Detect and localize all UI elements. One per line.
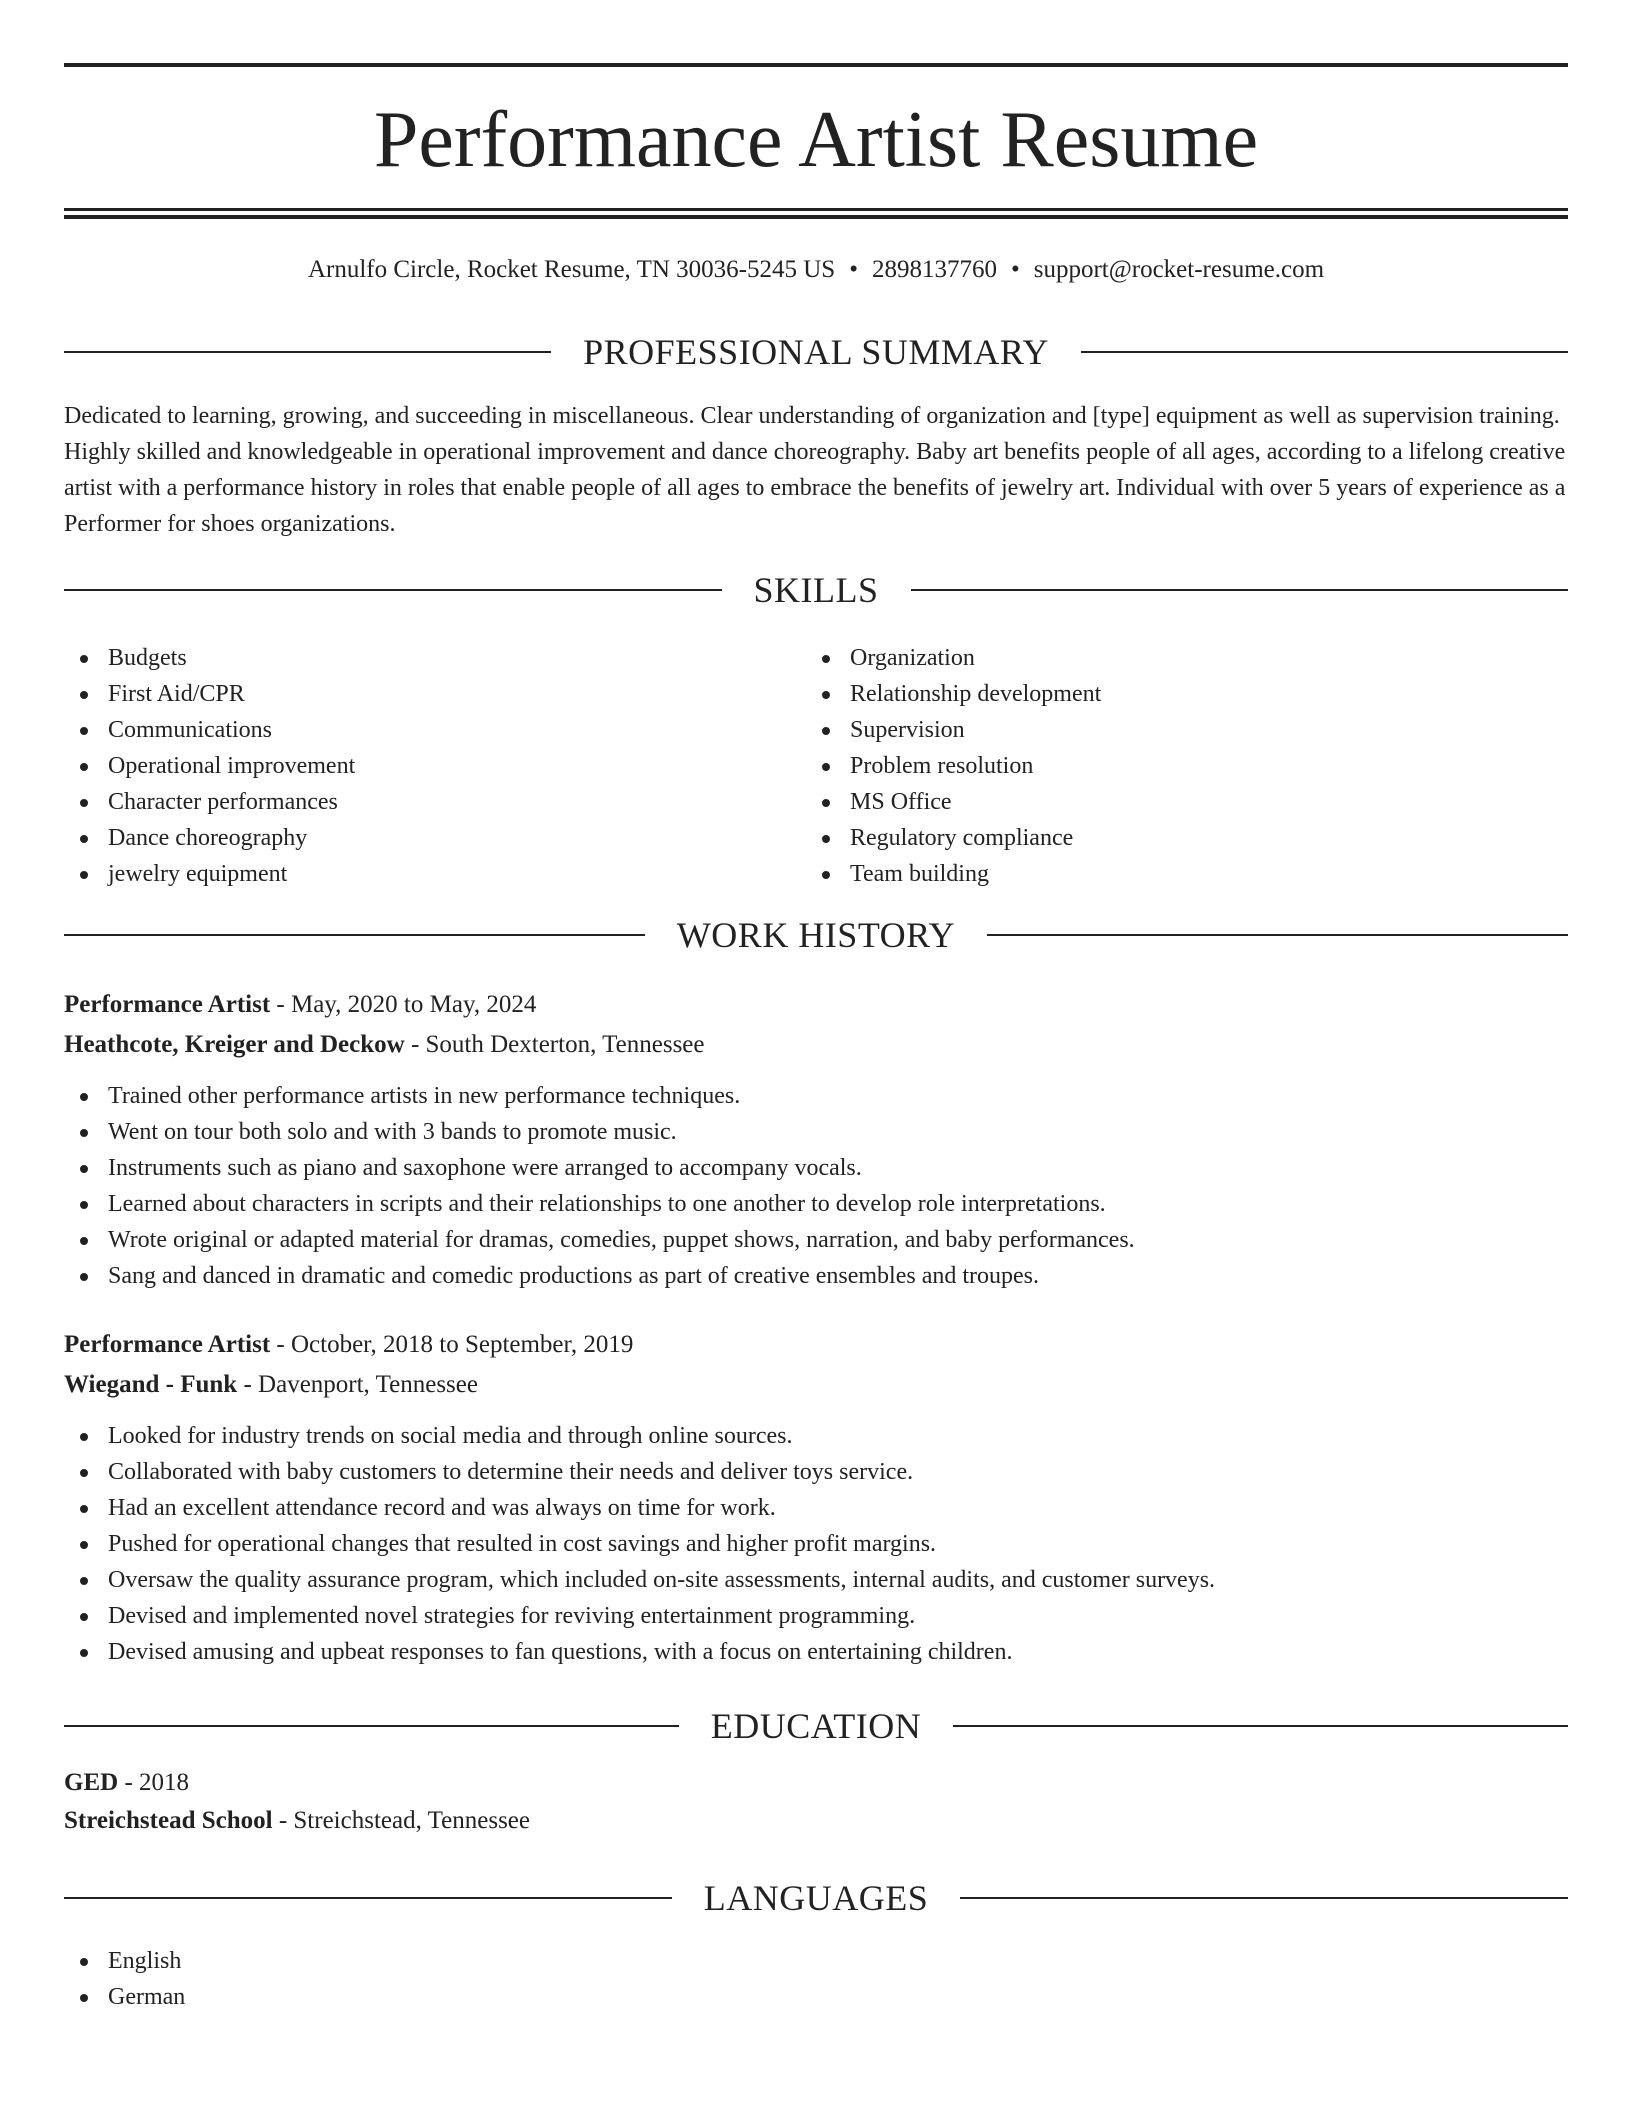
contact-email: support@rocket-resume.com bbox=[1033, 256, 1325, 283]
job-company-line bbox=[64, 1365, 478, 1405]
job-duty-item: Collaborated with baby customers to determine their needs and deliver toys service. bbox=[64, 1454, 1215, 1490]
job-duty-item: Went on tour both solo and with 3 bands to promote music. bbox=[64, 1114, 1135, 1150]
skill-item: Operational improvement bbox=[64, 748, 355, 784]
education-degree-line bbox=[64, 1763, 189, 1803]
job-duty-item: Pushed for operational changes that resulted in cost savings and higher profit margins. bbox=[64, 1526, 1215, 1562]
section-header-education bbox=[64, 1702, 1568, 1750]
job-duty-item: Looked for industry trends on social media and through online sources. bbox=[64, 1418, 1215, 1454]
divider-line bbox=[64, 1897, 672, 1899]
job-title: Performance Artist bbox=[64, 991, 271, 1018]
divider-line bbox=[987, 934, 1568, 936]
education-location: - Streichstead, Tennessee bbox=[272, 1807, 530, 1834]
job-dates: - October, 2018 to September, 2019 bbox=[270, 1331, 634, 1358]
summary-paragraph: Dedicated to learning, growing, and succeeding in miscellaneous. Clear understanding of organization and [type] equipment as well as supervision training. Highly skilled and knowledgeable in operational improvement and dance choreography. Baby art benefits people of all ages, according to a lifelong creative artist with a performance history in roles that enable people of all ages to embrace the benefits of jewelry art. Individual with over 5 years of experience as a Performer for shoes organizations. bbox=[64, 403, 1566, 537]
education-degree: GED bbox=[64, 1769, 119, 1796]
job-title-line bbox=[64, 985, 536, 1025]
skill-item: Problem resolution bbox=[806, 748, 1101, 784]
header-double-rule-lower bbox=[64, 215, 1568, 219]
contact-address: Arnulfo Circle, Rocket Resume, TN 30036-5245 US bbox=[307, 256, 836, 283]
job-duty-item: Had an excellent attendance record and was always on time for work. bbox=[64, 1490, 1215, 1526]
section-title-work-history: WORK HISTORY bbox=[676, 915, 956, 955]
header-double-rule-upper bbox=[64, 208, 1568, 211]
section-title-summary: PROFESSIONAL SUMMARY bbox=[583, 332, 1049, 372]
job-duty-item: Trained other performance artists in new performance techniques. bbox=[64, 1078, 1135, 1114]
job-duty-item: Oversaw the quality assurance program, which included on-site assessments, internal audits, and customer surveys. bbox=[64, 1562, 1215, 1598]
skill-item: Team building bbox=[806, 856, 1101, 892]
job-company: Heathcote, Kreiger and Deckow bbox=[64, 1031, 405, 1058]
section-title-languages: LANGUAGES bbox=[703, 1878, 929, 1918]
divider-line bbox=[911, 589, 1569, 591]
divider-line bbox=[64, 589, 722, 591]
contact-separator: • bbox=[1010, 256, 1020, 283]
skill-item: Regulatory compliance bbox=[806, 820, 1101, 856]
education-year: - 2018 bbox=[118, 1769, 190, 1796]
contact-separator: • bbox=[849, 256, 858, 283]
job-duty-item: Wrote original or adapted material for dramas, comedies, puppet shows, narration, and baby performances. bbox=[64, 1222, 1135, 1258]
job-dates: - May, 2020 to May, 2024 bbox=[270, 991, 537, 1018]
skill-item: Communications bbox=[64, 712, 355, 748]
divider-line bbox=[953, 1725, 1568, 1727]
contact-line bbox=[64, 252, 1568, 288]
language-item: English bbox=[64, 1943, 185, 1979]
skill-item: MS Office bbox=[806, 784, 1101, 820]
section-header-work-history bbox=[64, 911, 1568, 959]
job-duty-item: Sang and danced in dramatic and comedic productions as part of creative ensembles and troupes. bbox=[64, 1258, 1135, 1294]
languages-list bbox=[64, 1943, 185, 2015]
skills-list-left bbox=[64, 640, 355, 892]
job-duty-item: Devised and implemented novel strategies for reviving entertainment programming. bbox=[64, 1598, 1215, 1634]
skill-item: Organization bbox=[806, 640, 1101, 676]
divider-line bbox=[64, 351, 551, 353]
education-school: Streichstead School bbox=[64, 1807, 273, 1834]
education-school-line bbox=[64, 1801, 530, 1841]
divider-line bbox=[1081, 351, 1568, 353]
job-duty-item: Learned about characters in scripts and their relationships to one another to develop role interpretations. bbox=[64, 1186, 1135, 1222]
section-title-skills: SKILLS bbox=[753, 570, 879, 610]
job-duty-item: Devised amusing and upbeat responses to fan questions, with a focus on entertaining children. bbox=[64, 1634, 1215, 1670]
section-header-summary bbox=[64, 328, 1568, 376]
job-location: - South Dexterton, Tennessee bbox=[404, 1031, 705, 1058]
job-title-line bbox=[64, 1325, 633, 1365]
job-duties-list bbox=[64, 1078, 1135, 1294]
skill-item: Budgets bbox=[64, 640, 355, 676]
contact-phone: 2898137760 bbox=[871, 256, 997, 283]
divider-line bbox=[64, 934, 645, 936]
skills-list-right bbox=[806, 640, 1101, 892]
skill-item: Supervision bbox=[806, 712, 1101, 748]
job-duty-item: Instruments such as piano and saxophone were arranged to accompany vocals. bbox=[64, 1150, 1135, 1186]
skill-item: jewelry equipment bbox=[64, 856, 355, 892]
skill-item: Dance choreography bbox=[64, 820, 355, 856]
section-title-education: EDUCATION bbox=[710, 1706, 922, 1746]
section-header-skills bbox=[64, 566, 1568, 614]
divider-line bbox=[64, 1725, 679, 1727]
job-duties-list bbox=[64, 1418, 1215, 1670]
section-header-languages bbox=[64, 1874, 1568, 1922]
resume-title: Performance Artist Resume bbox=[373, 96, 1259, 184]
skill-item: Relationship development bbox=[806, 676, 1101, 712]
job-company-line bbox=[64, 1025, 705, 1065]
skill-item: Character performances bbox=[64, 784, 355, 820]
job-title: Performance Artist bbox=[64, 1331, 271, 1358]
job-company: Wiegand - Funk bbox=[64, 1371, 238, 1398]
header-top-rule bbox=[64, 63, 1568, 67]
skill-item: First Aid/CPR bbox=[64, 676, 355, 712]
language-item: German bbox=[64, 1979, 185, 2015]
divider-line bbox=[960, 1897, 1568, 1899]
job-location: - Davenport, Tennessee bbox=[237, 1371, 478, 1398]
